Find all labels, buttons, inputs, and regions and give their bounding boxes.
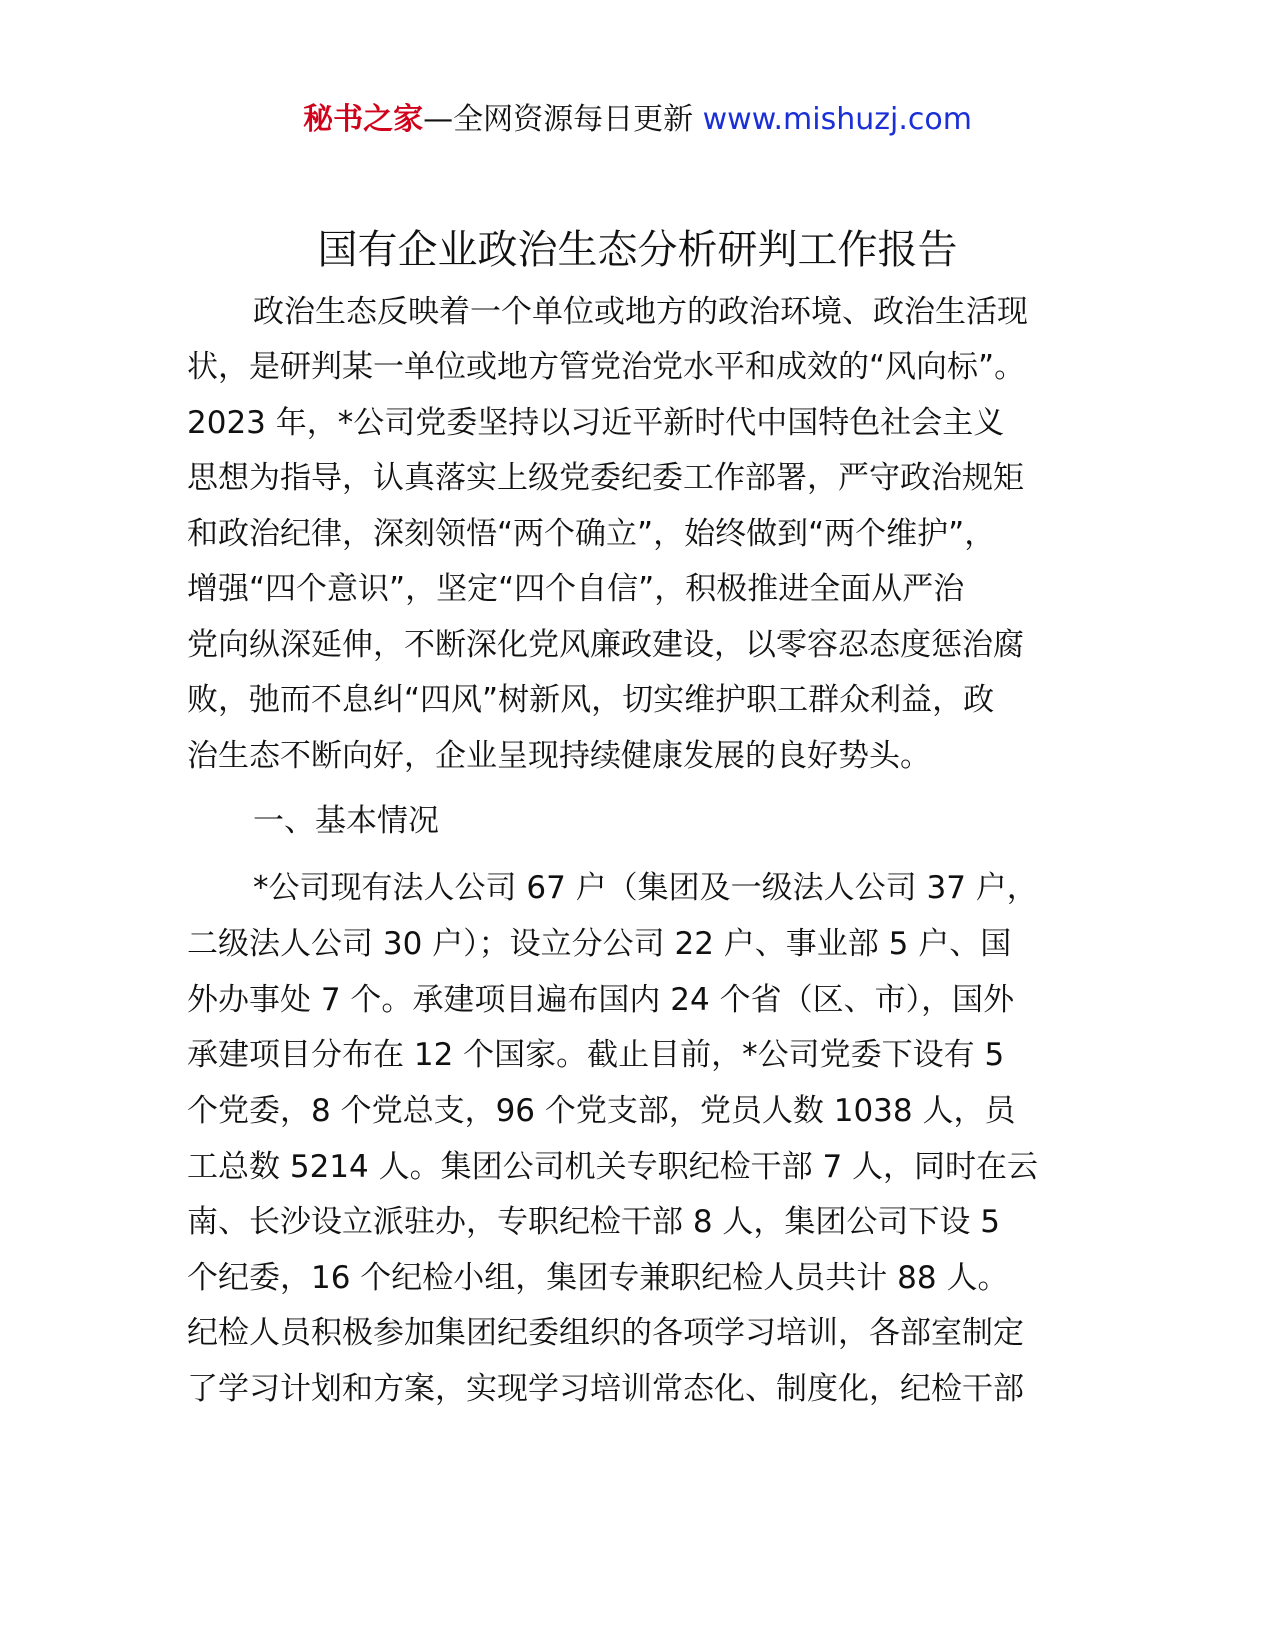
site-url-link[interactable]: www.mishuzj.com xyxy=(702,102,972,137)
body-text-line: 承建项目分布在 12 个国家。截止目前，*公司党委下设有 5 xyxy=(187,1037,1005,1073)
body-text-line: 政治生态反映着一个单位或地方的政治环境、政治生活现 xyxy=(253,294,1028,330)
document-title: 国有企业政治生态分析研判工作报告 xyxy=(317,227,958,273)
body-text-line: 二级法人公司 30 户）；设立分公司 22 户、事业部 5 户、国 xyxy=(187,926,1012,962)
body-text-line: 工总数 5214 人。集团公司机关专职纪检干部 7 人，同时在云 xyxy=(187,1149,1039,1185)
body-text-line: 和政治纪律，深刻领悟“两个确立”，始终做到“两个维护”， xyxy=(187,516,996,552)
body-text-line: 南、长沙设立派驻办，专职纪检干部 8 人，集团公司下设 5 xyxy=(187,1204,1001,1240)
site-header xyxy=(0,100,1275,140)
body-text-line: 状，是研判某一单位或地方管党治党水平和成效的“风向标”。 xyxy=(187,349,1026,385)
body-text-line: 败，弛而不息纠“四风”树新风，切实维护职工群众利益，政 xyxy=(187,682,995,718)
body-text-line: *公司现有法人公司 67 户（集团及一级法人公司 37 户， xyxy=(253,870,1038,906)
section-heading: 一、基本情况 xyxy=(253,803,439,839)
body-text-line: 纪检人员积极参加集团纪委组织的各项学习培训，各部室制定 xyxy=(187,1315,1024,1351)
body-text-line: 了学习计划和方案，实现学习培训常态化、制度化，纪检干部 xyxy=(187,1371,1024,1407)
site-brand: 秘书之家 xyxy=(303,102,424,137)
body-text-line: 增强“四个意识”，坚定“四个自信”，积极推进全面从严治 xyxy=(187,571,965,607)
body-text-line: 思想为指导，认真落实上级党委纪委工作部署，严守政治规矩 xyxy=(187,460,1024,496)
body-text-line: 党向纵深延伸，不断深化党风廉政建设，以零容忍态度惩治腐 xyxy=(187,627,1024,663)
body-text-line: 个纪委，16 个纪检小组，集团专兼职纪检人员共计 88 人。 xyxy=(187,1260,1009,1296)
body-text-line: 2023 年，*公司党委坚持以习近平新时代中国特色社会主义 xyxy=(187,405,1005,441)
body-text-line: 外办事处 7 个。承建项目遍布国内 24 个省（区、市），国外 xyxy=(187,982,1015,1018)
body-text-line: 治生态不断向好，企业呈现持续健康发展的良好势头。 xyxy=(187,738,931,774)
site-tagline: —全网资源每日更新 xyxy=(423,102,694,137)
body-text-line: 个党委，8 个党总支，96 个党支部，党员人数 1038 人，员 xyxy=(187,1093,1016,1129)
